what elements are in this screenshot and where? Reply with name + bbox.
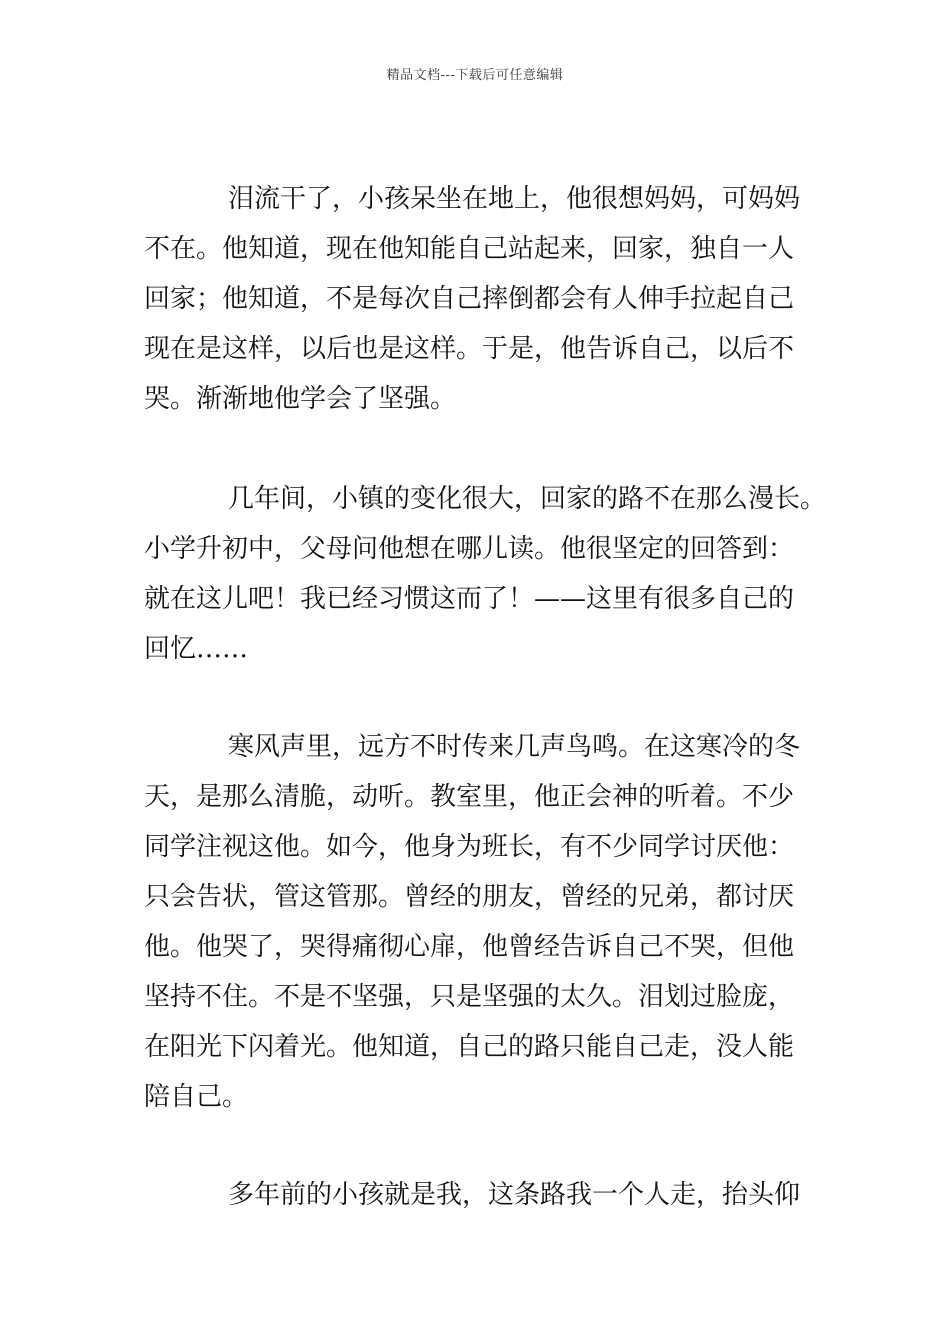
text-line: 小学升初中，父母问他想在哪儿读。他很坚定的回答到： — [144, 534, 795, 564]
text-line: 陪自己。 — [144, 1082, 249, 1112]
text-line: 他。他哭了，哭得痛彻心扉，他曾经告诉自己不哭，但他 — [144, 932, 795, 962]
text-line: 哭。渐渐地他学会了坚强。 — [144, 384, 457, 414]
text-line: 只会告状，管这管那。曾经的朋友，曾经的兄弟，都讨厌 — [144, 882, 795, 912]
text-line: 泪流干了，小孩呆坐在地上，他很想妈妈，可妈妈 — [228, 184, 801, 214]
paragraph-4 — [144, 1170, 824, 1220]
text-line: 不在。他知道，现在他知能自己站起来，回家，独自一人 — [144, 234, 795, 264]
text-line: 就在这儿吧！我已经习惯这而了！——这里有很多自己的 — [144, 584, 795, 614]
text-line: 在阳光下闪着光。他知道，自己的路只能自己走，没人能 — [144, 1032, 795, 1062]
paragraph-2 — [144, 474, 827, 674]
page-header: 精品文档---下载后可任意编辑 — [386, 68, 564, 83]
text-line: 现在是这样，以后也是这样。于是，他告诉自己，以后不 — [144, 334, 795, 364]
text-line: 同学注视这他。如今，他身为班长，有不少同学讨厌他： — [144, 832, 795, 862]
text-line: 几年间，小镇的变化很大，回家的路不在那么漫长。 — [228, 484, 827, 514]
text-line: 多年前的小孩就是我，这条路我一个人走，抬头仰 — [228, 1180, 801, 1210]
text-line: 天，是那么清脆，动听。教室里，他正会神的听着。不少 — [144, 782, 795, 812]
text-line: 坚持不住。不是不坚强，只是坚强的太久。泪划过脸庞， — [144, 982, 795, 1012]
text-line: 回忆…… — [144, 634, 249, 664]
text-line: 回家；他知道，不是每次自己摔倒都会有人伸手拉起自己 — [144, 284, 795, 314]
paragraph-3 — [144, 722, 824, 1122]
text-line: 寒风声里，远方不时传来几声鸟鸣。在这寒冷的冬 — [228, 732, 801, 762]
paragraph-1 — [144, 174, 824, 424]
